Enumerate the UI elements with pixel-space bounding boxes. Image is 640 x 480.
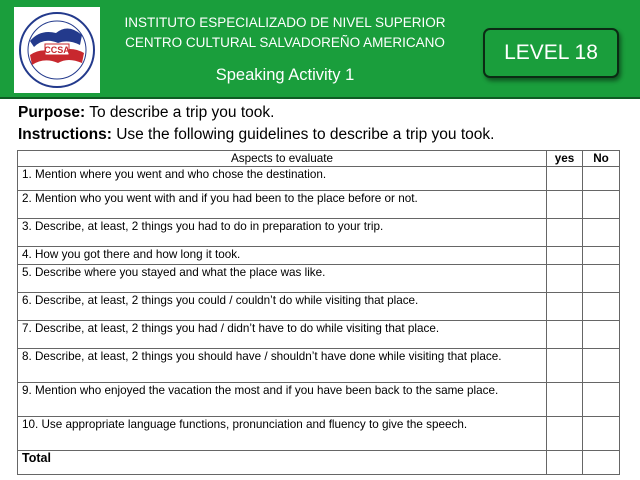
institution-name-line1: INSTITUTO ESPECIALIZADO DE NIVEL SUPERIOR [124, 15, 446, 30]
instructions-line [18, 126, 494, 144]
logo-frame [14, 7, 100, 93]
purpose-text: To describe a trip you took. [89, 104, 275, 121]
institution-logo-icon [18, 11, 96, 89]
no-header: No [583, 151, 620, 167]
header-banner [0, 0, 640, 97]
table-row [18, 417, 620, 451]
instructions-label: Instructions: [18, 126, 112, 143]
svg-text:CCSA: CCSA [44, 45, 70, 55]
yes-cell [547, 247, 583, 265]
no-cell [583, 349, 620, 383]
table-row [18, 293, 620, 321]
yes-cell [547, 219, 583, 247]
yes-header: yes [547, 151, 583, 167]
yes-cell [547, 191, 583, 219]
instructions-text: Use the following guidelines to describe a trip you took. [116, 126, 495, 143]
purpose-label: Purpose: [18, 104, 86, 121]
no-cell [583, 417, 620, 451]
yes-cell [547, 349, 583, 383]
aspects-header: Aspects to evaluate [18, 151, 547, 167]
no-cell [583, 321, 620, 349]
total-label: Total [18, 451, 547, 475]
no-cell [583, 219, 620, 247]
activity-title: Speaking Activity 1 [215, 66, 355, 84]
table-row [18, 265, 620, 293]
aspect-cell: 9. Mention who enjoyed the vacation the most and if you have been back to the same place. [18, 383, 547, 417]
total-yes-cell [547, 451, 583, 475]
purpose-line [18, 104, 274, 122]
total-no-cell [583, 451, 620, 475]
table-row [18, 321, 620, 349]
yes-cell [547, 417, 583, 451]
aspect-cell: 7. Describe, at least, 2 things you had / didn’t have to do while visiting that place. [18, 321, 547, 349]
yes-cell [547, 293, 583, 321]
table-row [18, 247, 620, 265]
table-row [18, 219, 620, 247]
aspect-cell: 5. Describe where you stayed and what the place was like. [18, 265, 547, 293]
no-cell [583, 191, 620, 219]
table-row [18, 167, 620, 191]
table-row [18, 383, 620, 417]
aspect-cell: 10. Use appropriate language functions, pronunciation and fluency to give the speech. [18, 417, 547, 451]
level-badge: LEVEL 18 [483, 28, 619, 78]
aspect-cell: 8. Describe, at least, 2 things you should have / shouldn’t have done while visiting that place. [18, 349, 547, 383]
aspect-cell: 6. Describe, at least, 2 things you could / couldn’t do while visiting that place. [18, 293, 547, 321]
no-cell [583, 247, 620, 265]
total-row [18, 451, 620, 475]
no-cell [583, 383, 620, 417]
yes-cell [547, 167, 583, 191]
yes-cell [547, 321, 583, 349]
aspect-cell: 4. How you got there and how long it took. [18, 247, 547, 265]
table-row [18, 349, 620, 383]
no-cell [583, 167, 620, 191]
aspect-cell: 3. Describe, at least, 2 things you had to do in preparation to your trip. [18, 219, 547, 247]
aspect-cell: 2. Mention who you went with and if you had been to the place before or not. [18, 191, 547, 219]
no-cell [583, 265, 620, 293]
institution-name-line2: CENTRO CULTURAL SALVADOREÑO AMERICANO [125, 35, 445, 50]
evaluation-table [17, 150, 620, 475]
no-cell [583, 293, 620, 321]
yes-cell [547, 265, 583, 293]
table-row [18, 191, 620, 219]
yes-cell [547, 383, 583, 417]
table-header-row [18, 151, 620, 167]
header-divider [0, 97, 640, 99]
aspect-cell: 1. Mention where you went and who chose the destination. [18, 167, 547, 191]
